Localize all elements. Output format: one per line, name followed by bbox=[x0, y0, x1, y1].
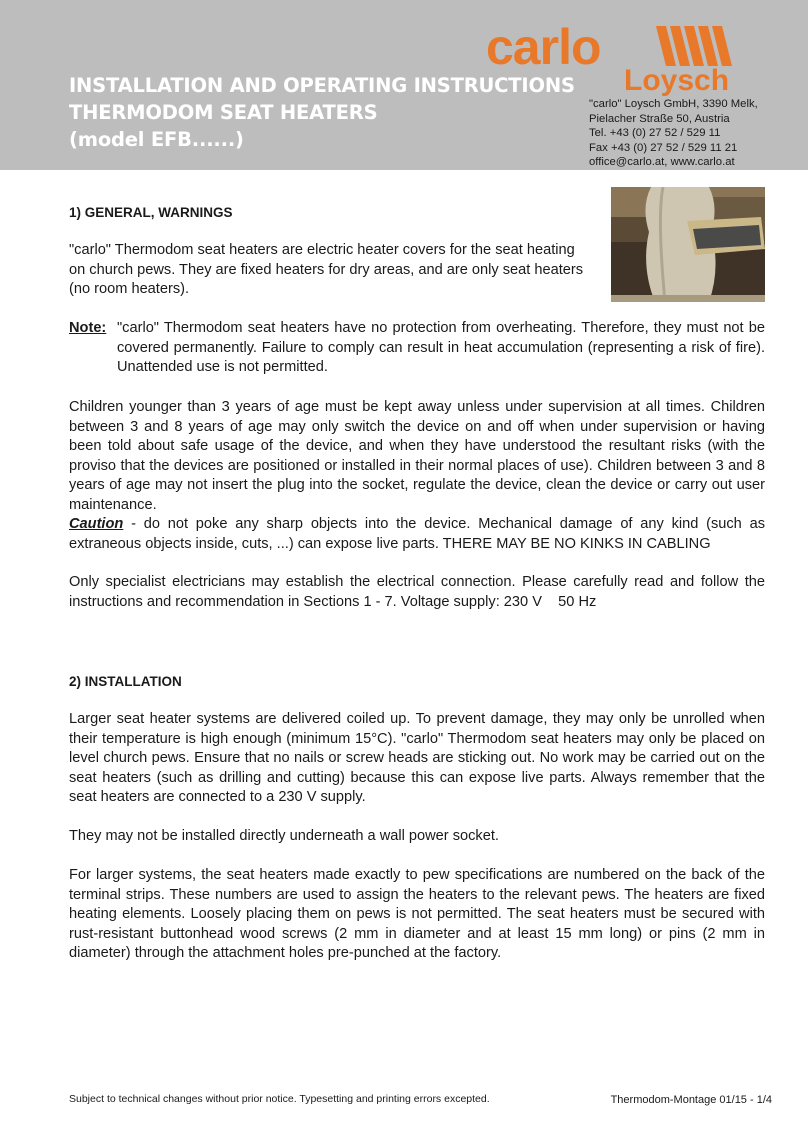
caution-label: Caution bbox=[69, 516, 124, 532]
logo-brand-text: carlo bbox=[486, 22, 601, 75]
caution-paragraph bbox=[69, 515, 765, 554]
specialist-paragraph: Only specialist electricians may establish the electrical connection. Please carefully read and follow the instructions and recommendation in Sections 1 - 7. Voltage supply: 230 V 50 Hz bbox=[69, 574, 770, 610]
note-label: Note: bbox=[69, 320, 107, 336]
section-1-intro: "carlo" Thermodom seat heaters are electric heater covers for the seat heating on church pews. They are fixed heaters for dry areas, and are only seat heaters (no room heaters). bbox=[69, 242, 584, 297]
title-line-3: (model EFB......) bbox=[69, 128, 244, 151]
logo-stripes-icon bbox=[656, 26, 732, 66]
company-line: "carlo" Loysch GmbH, 3390 Melk, bbox=[589, 98, 758, 110]
note-text: "carlo" Thermodom seat heaters have no protection from overheating. Therefore, they must not be covered permanently. Failure to comply can result in heat accumulation (representing a risk of fire). Unattended use is not permitted. bbox=[117, 320, 765, 375]
company-phone: Tel. +43 (0) 27 52 / 529 11 bbox=[589, 127, 721, 139]
section-2-heading: 2) INSTALLATION bbox=[69, 674, 182, 689]
company-fax: Fax +43 (0) 27 52 / 529 11 21 bbox=[589, 141, 738, 154]
logo-sub-text: Loysch bbox=[624, 64, 730, 96]
header-band bbox=[0, 0, 808, 170]
footer-disclaimer: Subject to technical changes without prior notice. Typesetting and printing errors excepted. bbox=[69, 1093, 490, 1105]
installation-paragraph-3: For larger systems, the seat heaters made exactly to pew specifications are numbered on the back of the terminal strips. These numbers are used to assign the heaters to the relevant pews. The heaters are fixed heating elements. Loosely placing them on pews is not permitted. The seat heaters must be secured with rust-resistant buttonhead wood screws (2 mm in diameter and at least 15 mm long) or pins (2 mm in diameter) through the attachment holes pre-punched at the factory. bbox=[69, 867, 765, 961]
footer-page-ref: Thermodom-Montage 01/15 - 1/4 bbox=[610, 1094, 772, 1106]
caution-text: - do not poke any sharp objects into the device. Mechanical damage of any kind (such as extraneous objects inside, cuts, ...) can expose live parts. THERE MAY BE NO KINKS IN CABLING bbox=[69, 516, 765, 552]
installation-paragraph-1: Larger seat heater systems are delivered coiled up. To prevent damage, they may only be unrolled when their temperature is high enough (minimum 15°C). "carlo" Thermodom seat heaters may only be placed on level church pews. Ensure that no nails or screw heads are sticking out. No work may be carried out on the seat heaters (such as drilling and cutting) because this can expose live parts. Always remember that the seat heaters are connected to a 230 V supply. bbox=[69, 711, 765, 805]
installation-paragraph-2: They may not be installed directly underneath a wall power socket. bbox=[69, 828, 499, 844]
children-warning: Children younger than 3 years of age must be kept away unless under supervision at all times. Children between 3 and 8 years of age may only switch the device on and off when under supervision or having been told about safe usage of the device, and when they have understood the resultant risks (with the proviso that the devices are positioned or installed in their normal places of use). Children between 3 and 8 years of age may not insert the plug into the socket, regulate the device, clean the device or carry out user maintenance. bbox=[69, 399, 765, 513]
pew-heater-photo bbox=[611, 187, 765, 302]
company-line: Pielacher Straße 50, Austria bbox=[589, 112, 730, 125]
title-line-2: THERMODOM SEAT HEATERS bbox=[69, 101, 378, 124]
company-email-web: office@carlo.at, www.carlo.at bbox=[589, 156, 735, 168]
section-1-heading: 1) GENERAL, WARNINGS bbox=[69, 205, 233, 220]
company-address bbox=[589, 97, 804, 170]
title-line-1: INSTALLATION AND OPERATING INSTRUCTIONS bbox=[69, 74, 575, 97]
carlo-loysch-logo bbox=[486, 22, 776, 96]
